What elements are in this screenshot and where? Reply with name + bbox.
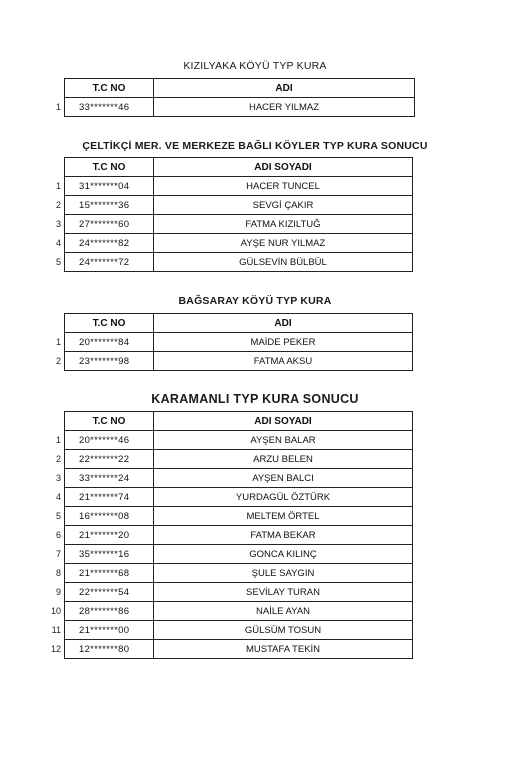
table-row bbox=[50, 98, 415, 117]
name-cell: FATMA AKSU bbox=[154, 352, 413, 371]
row-number: 5 bbox=[55, 257, 61, 267]
table-row bbox=[50, 196, 413, 215]
table-row bbox=[50, 488, 413, 507]
table-row bbox=[50, 177, 413, 196]
row-number: 9 bbox=[55, 587, 61, 597]
table-row bbox=[50, 450, 413, 469]
table-row bbox=[50, 602, 413, 621]
column-header-tc: T.C NO bbox=[65, 158, 154, 177]
row-number: 10 bbox=[50, 606, 61, 616]
tc-number-cell: 33*******46 bbox=[65, 98, 154, 117]
row-number: 3 bbox=[55, 473, 61, 483]
table-row bbox=[50, 253, 413, 272]
name-cell: NAİLE AYAN bbox=[154, 602, 413, 621]
column-header-name: ADI SOYADI bbox=[154, 412, 413, 431]
name-cell: HACER TUNCEL bbox=[154, 177, 413, 196]
row-number: 2 bbox=[55, 200, 61, 210]
result-table bbox=[50, 78, 415, 117]
section-title: KIZILYAKA KÖYÜ TYP KURA bbox=[183, 60, 327, 72]
tc-number-cell: 21*******00 bbox=[65, 621, 154, 640]
tc-number-cell: 24*******72 bbox=[65, 253, 154, 272]
name-cell: AYŞE NUR YILMAZ bbox=[154, 234, 413, 253]
name-cell: GÜLSEVİN BÜLBÜL bbox=[154, 253, 413, 272]
tc-number-cell: 27*******60 bbox=[65, 215, 154, 234]
table-row bbox=[50, 526, 413, 545]
table-row bbox=[50, 564, 413, 583]
row-number: 4 bbox=[55, 492, 61, 502]
tc-number-cell: 22*******22 bbox=[65, 450, 154, 469]
table-row bbox=[50, 333, 413, 352]
row-number: 5 bbox=[55, 511, 61, 521]
name-cell: FATMA KIZILTUĞ bbox=[154, 215, 413, 234]
name-cell: YURDAGÜL ÖZTÜRK bbox=[154, 488, 413, 507]
tc-number-cell: 16*******08 bbox=[65, 507, 154, 526]
row-number: 1 bbox=[55, 435, 61, 445]
tc-number-cell: 21*******68 bbox=[65, 564, 154, 583]
name-cell: GÜLSÜM TOSUN bbox=[154, 621, 413, 640]
table-row bbox=[50, 621, 413, 640]
row-number: 2 bbox=[55, 454, 61, 464]
tc-number-cell: 20*******84 bbox=[65, 333, 154, 352]
row-number: 6 bbox=[55, 530, 61, 540]
name-cell: SEVİLAY TURAN bbox=[154, 583, 413, 602]
tc-number-cell: 33*******24 bbox=[65, 469, 154, 488]
tc-number-cell: 31*******04 bbox=[65, 177, 154, 196]
tc-number-cell: 21*******20 bbox=[65, 526, 154, 545]
table-row bbox=[50, 507, 413, 526]
table-row bbox=[50, 640, 413, 659]
tc-number-cell: 24*******82 bbox=[65, 234, 154, 253]
name-cell: AYŞEN BALCI bbox=[154, 469, 413, 488]
row-number: 3 bbox=[55, 219, 61, 229]
name-cell: MUSTAFA TEKİN bbox=[154, 640, 413, 659]
name-cell: ŞULE SAYGIN bbox=[154, 564, 413, 583]
row-number: 2 bbox=[55, 356, 61, 366]
row-number: 11 bbox=[51, 625, 61, 635]
tc-number-cell: 12*******80 bbox=[65, 640, 154, 659]
table-row bbox=[50, 234, 413, 253]
tc-number-cell: 23*******98 bbox=[65, 352, 154, 371]
result-table bbox=[50, 313, 413, 371]
table-row bbox=[50, 545, 413, 564]
result-table bbox=[50, 411, 413, 659]
column-header-name: ADI bbox=[154, 314, 413, 333]
row-number: 1 bbox=[55, 102, 61, 112]
column-header-tc: T.C NO bbox=[65, 412, 154, 431]
name-cell: GONCA KILINÇ bbox=[154, 545, 413, 564]
row-number: 1 bbox=[55, 337, 61, 347]
row-number: 8 bbox=[55, 568, 61, 578]
table-row bbox=[50, 583, 413, 602]
tc-number-cell: 28*******86 bbox=[65, 602, 154, 621]
column-header-tc: T.C NO bbox=[65, 314, 154, 333]
table-row bbox=[50, 469, 413, 488]
name-cell: ARZU BELEN bbox=[154, 450, 413, 469]
row-number: 7 bbox=[55, 549, 61, 559]
table-row bbox=[50, 431, 413, 450]
tc-number-cell: 15*******36 bbox=[65, 196, 154, 215]
name-cell: MAİDE PEKER bbox=[154, 333, 413, 352]
tc-number-cell: 20*******46 bbox=[65, 431, 154, 450]
column-header-tc: T.C NO bbox=[65, 79, 154, 98]
result-table bbox=[50, 157, 413, 272]
name-cell: SEVGİ ÇAKIR bbox=[154, 196, 413, 215]
name-cell: AYŞEN BALAR bbox=[154, 431, 413, 450]
table-row bbox=[50, 352, 413, 371]
table-row bbox=[50, 215, 413, 234]
row-number: 12 bbox=[50, 644, 61, 654]
name-cell: MELTEM ÖRTEL bbox=[154, 507, 413, 526]
name-cell: FATMA BEKAR bbox=[154, 526, 413, 545]
tc-number-cell: 35*******16 bbox=[65, 545, 154, 564]
name-cell: HACER YILMAZ bbox=[154, 98, 415, 117]
row-number: 1 bbox=[55, 181, 61, 191]
section-title: ÇELTİKÇİ MER. VE MERKEZE BAĞLI KÖYLER TYP KURA SONUCU bbox=[82, 140, 428, 152]
row-number: 4 bbox=[55, 238, 61, 248]
column-header-name: ADI bbox=[154, 79, 415, 98]
tc-number-cell: 21*******74 bbox=[65, 488, 154, 507]
section-title: BAĞSARAY KÖYÜ TYP KURA bbox=[178, 295, 332, 307]
section-title: KARAMANLI TYP KURA SONUCU bbox=[151, 392, 359, 406]
column-header-name: ADI SOYADI bbox=[154, 158, 413, 177]
tc-number-cell: 22*******54 bbox=[65, 583, 154, 602]
